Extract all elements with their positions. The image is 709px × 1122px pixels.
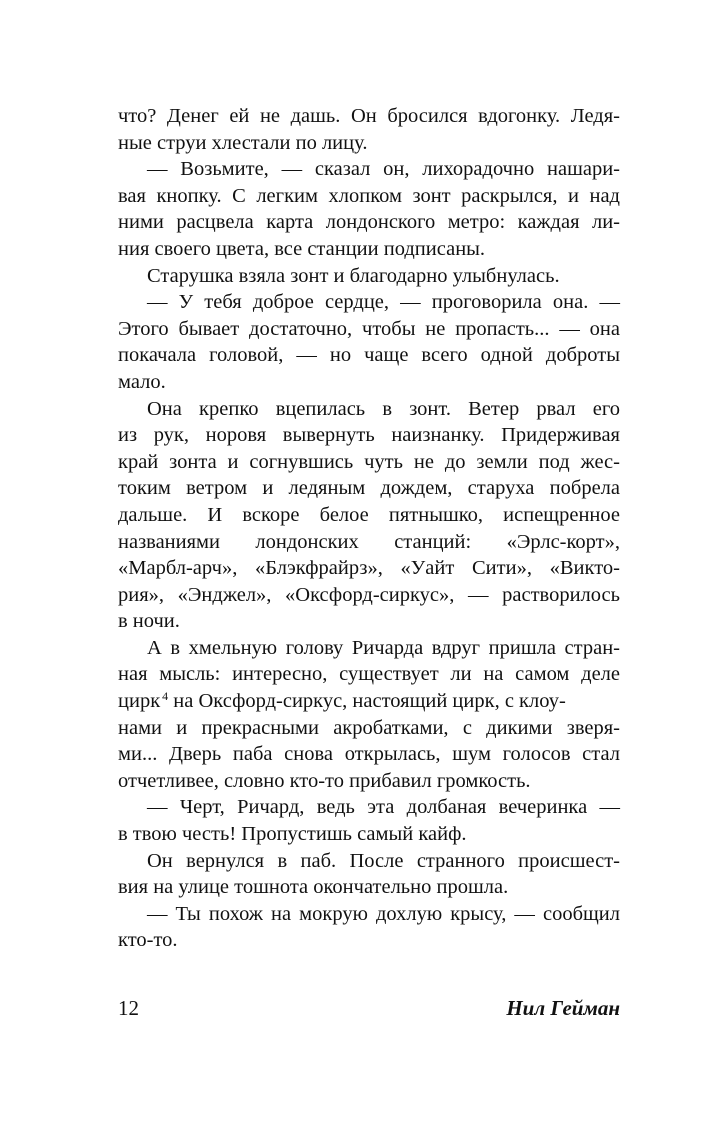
- text-line: ми... Дверь паба снова открылась, шум голосов стал: [118, 743, 620, 766]
- text-line: рия», «Энджел», «Оксфорд-сиркус», — растворилось: [118, 583, 620, 606]
- text-line: Этого бывает достаточно, чтобы не пропасть... — она: [118, 317, 620, 340]
- text-line: в ночи.: [118, 610, 180, 633]
- text-line: что? Денег ей не дашь. Он бросился вдогонку. Ледя-: [118, 105, 620, 127]
- text-line: дальше. И вскоре белое пятнышко, испещренное: [118, 503, 620, 526]
- text-line: в твою честь! Пропустишь самый кайф.: [118, 823, 467, 846]
- text-line: токим ветром и ледяным дождем, старуха побрела: [118, 477, 620, 500]
- text-line: ные струи хлестали по лицу.: [118, 131, 368, 154]
- text-line: край зонта и согнувшись чуть не до земли под жес-: [118, 450, 620, 473]
- page-number: 12: [118, 996, 139, 1020]
- text-line: Она крепко вцепилась в зонт. Ветер рвал его: [147, 397, 620, 420]
- text-line: из рук, норовя вывернуть наизнанку. Придерживая: [118, 424, 620, 447]
- text-line: — У тебя доброе сердце, — проговорила она. —: [147, 291, 620, 314]
- text-line: покачала головой, — но чаще всего одной доброты: [118, 344, 620, 367]
- footnote-marker[interactable]: 4: [162, 689, 169, 704]
- text-line: А в хмельную голову Ричарда вдруг пришла стран-: [147, 636, 620, 659]
- running-footer-author: Нил Гейман: [506, 996, 620, 1020]
- text-line: вая кнопку. С легким хлопком зонт раскрылся, и над: [118, 184, 620, 207]
- text-fragment: цирк: [118, 690, 161, 713]
- text-line: ними расцвела карта лондонского метро: каждая ли-: [118, 211, 620, 234]
- text-line: ния своего цвета, все станции подписаны.: [118, 237, 486, 260]
- body-text: [118, 103, 620, 954]
- text-line: названиями лондонских станций: «Эрлс-корт»,: [118, 530, 620, 553]
- text-line: ная мысль: интересно, существует ли на самом деле: [118, 663, 620, 686]
- text-line: кто-то.: [118, 929, 178, 952]
- text-line: — Черт, Ричард, ведь эта долбаная вечеринка —: [147, 796, 620, 819]
- text-line: Он вернулся в паб. После странного происшест-: [147, 849, 620, 872]
- text-line: — Ты похож на мокрую дохлую крысу, — сообщил: [147, 902, 620, 925]
- text-line: мало.: [118, 370, 166, 393]
- text-line: отчетливее, словно кто-то прибавил громкость.: [118, 769, 531, 792]
- text-line: «Марбл-арч», «Блэкфрайрз», «Уайт Сити», «Викто-: [118, 557, 620, 580]
- text-line: — Возьмите, — сказал он, лихорадочно нашари-: [147, 158, 620, 181]
- text-line: Старушка взяла зонт и благодарно улыбнулась.: [147, 264, 560, 287]
- text-line: [118, 688, 620, 715]
- text-line: вия на улице тошнота окончательно прошла.: [118, 876, 509, 899]
- text-fragment: на Оксфорд-сиркус, настоящий цирк, с клоу-: [173, 690, 566, 713]
- text-line: нами и прекрасными акробатками, с дикими зверя-: [118, 716, 620, 739]
